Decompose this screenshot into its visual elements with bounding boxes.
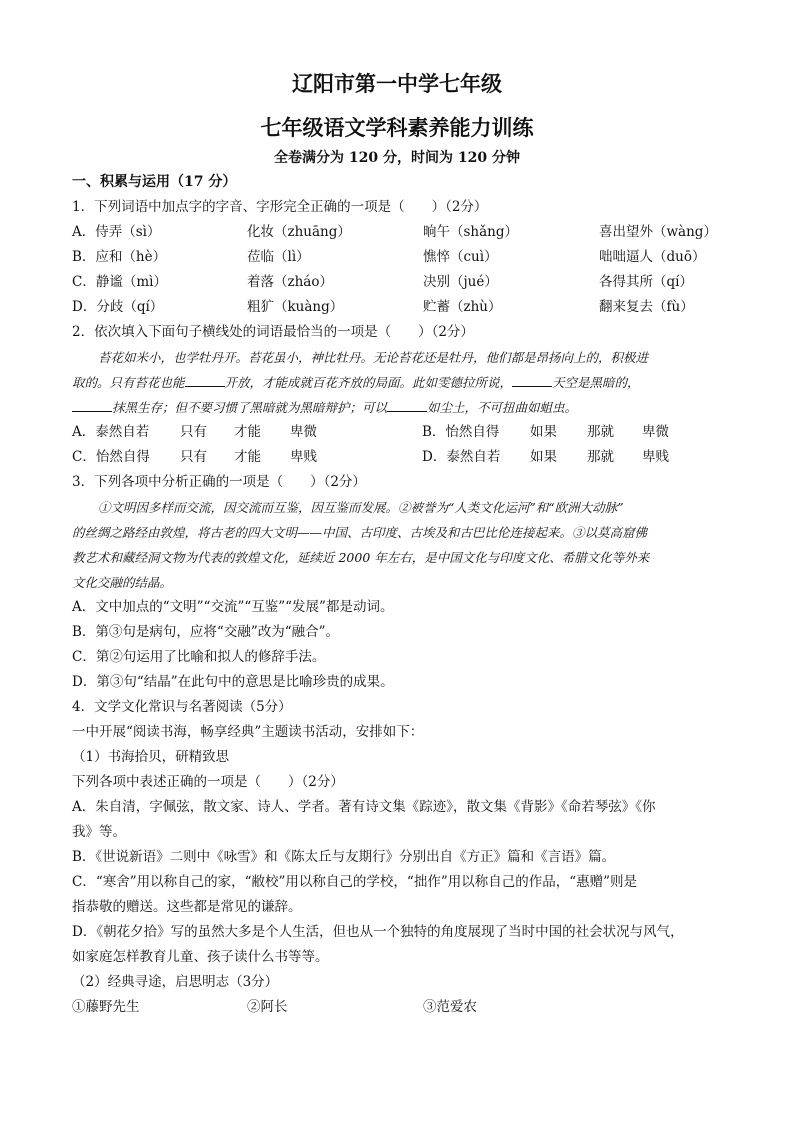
blank-4[interactable] [387, 399, 427, 412]
q2-passage [72, 345, 722, 420]
q2-passage-line-2: 取的。只有苔花也能 开放，才能成就百花齐放的局面。此如雯德拉所说， 天空是黑暗的， [72, 375, 640, 390]
q2-b-4: 卑微 [642, 424, 669, 440]
q2-passage-line-3: 抹黑生存；但不要习惯了黑暗就为黑暗辩护；可以 如尘土，不可扭曲如蛆虫。 [72, 395, 722, 420]
q4-item-1: ①藤野先生 [72, 999, 140, 1015]
q1-d-3: 贮蓄（zhù） [423, 299, 502, 315]
q3-passage-line-4: 文化交融的结晶。 [72, 575, 173, 590]
q4-sub1-stem: 下列各项中表述正确的一项是（ ）（2分） [72, 774, 344, 790]
q1-a-3: 晌午（shǎng） [423, 224, 519, 240]
q1-b-1: B．应和（hè） [72, 249, 167, 265]
section-heading: 一、积累与运用（17 分） [72, 174, 237, 190]
blank-2[interactable] [512, 374, 552, 387]
q1-c-2: 着落（zháo） [247, 274, 333, 290]
score-note: 全卷满分为 120 分，时间为 120 分钟 [274, 150, 520, 166]
q2-passage-line-1: 苔花如米小，也学牡丹开。苔花虽小，神比牡丹。无论苔花还是牡丹，他们都是昂扬向上的，积极进 [98, 350, 649, 365]
q2-a-3: 才能 [234, 424, 261, 440]
q4-item-2: ②阿长 [247, 999, 288, 1015]
q4-option-a-line1: A．朱自清，字佩弦，散文家、诗人、学者。著有诗文集《踪迹》，散文集《背影》《命若琴弦》《你 [72, 799, 656, 815]
blank-3[interactable] [72, 399, 112, 412]
q3-option-d: D．第③句“结晶”在此句中的意思是比喻珍贵的成果。 [72, 674, 394, 690]
question-3-stem: 3．下列各项中分析正确的一项是（ ）（2分） [72, 474, 366, 490]
blank-1[interactable] [185, 374, 225, 387]
q3-option-c: C．第②句运用了比喻和拟人的修辞手法。 [72, 649, 326, 665]
q1-d-1: D．分歧（qí） [72, 299, 164, 315]
q2-c-1: C．怡然自得 [72, 449, 150, 465]
q4-option-c-line2: 指恭敬的赠送。这些都是常见的谦辞。 [72, 899, 302, 915]
q4-sub1-heading: （1）书海拾贝，研精致思 [72, 749, 230, 765]
q3-option-b: B．第③句是病句，应将“交融”改为“融合”。 [72, 624, 340, 640]
q3-passage-line-1: ①文明因多样而交流，因交流而互鉴，因互鉴而发展。②被誉为“人类文化运河”和“欧洲大动脉” [98, 500, 624, 515]
q2-b-1: B．怡然自得 [422, 424, 500, 440]
question-4-stem: 4．文学文化常识与名著阅读（5分） [72, 699, 292, 715]
q4-item-3: ③范爱农 [423, 999, 477, 1015]
q2-c-2: 只有 [180, 449, 207, 465]
q4-sub2-heading: （2）经典寻途，启思明志（3分） [72, 974, 279, 990]
q4-option-b: B．《世说新语》二则中《咏雪》和《陈太丘与友期行》分别出自《方正》篇和《言语》篇。 [72, 849, 616, 865]
q1-c-3: 决别（jué） [423, 274, 498, 290]
q1-a-4: 喜出望外（wàng） [599, 224, 717, 240]
q1-c-1: C．静谧（mì） [72, 274, 167, 290]
q2-a-1: A．泰然自若 [72, 424, 150, 440]
q1-b-4: 咄咄逼人（duō） [599, 249, 706, 265]
q2-b-3: 那就 [587, 424, 614, 440]
q1-c-4: 各得其所（qí） [599, 274, 693, 290]
q3-passage-line-2: 的丝绸之路经由敦煌，将古老的四大文明——中国、古印度、古埃及和古巴比伦连接起来。③以莫高窟佛 [72, 525, 648, 540]
question-1-stem: 1．下列词语中加点字的字音、字形完全正确的一项是（ ）（2分） [72, 199, 488, 215]
q3-passage [72, 495, 722, 595]
q3-option-a: A．文中加点的“文明”“交流”“互鉴”“发展”都是动词。 [72, 599, 394, 615]
q1-a-2: 化妆（zhuāng） [247, 224, 351, 240]
q2-c-4: 卑贱 [290, 449, 317, 465]
q1-a-1: A．侍弄（sì） [72, 224, 161, 240]
q2-d-4: 卑贱 [642, 449, 669, 465]
school-title: 辽阳市第一中学七年级 [292, 71, 502, 96]
q1-b-2: 莅临（lì） [247, 249, 310, 265]
q2-c-3: 才能 [234, 449, 261, 465]
q3-passage-line-3: 教艺术和藏经洞文物为代表的敦煌文化，延续近 2000 年左右，是中国文化与印度文化、希腊文化等外来 [72, 550, 650, 565]
question-2-stem: 2．依次填入下面句子横线处的词语最恰当的一项是（ ）（2分） [72, 324, 474, 340]
q4-intro: 一中开展“阅读书海，畅享经典”主题读书活动，安排如下： [72, 724, 424, 740]
exam-title: 七年级语文学科素养能力训练 [260, 115, 534, 140]
q2-d-1: D．泰然自若 [422, 449, 501, 465]
q1-d-2: 粗犷（kuàng） [247, 299, 344, 315]
q1-d-4: 翻来复去（fù） [599, 299, 694, 315]
q4-option-d-line1: D．《朝花夕拾》写的虽然大多是个人生活，但也从一个独特的角度展现了当时中国的社会状况与风气， [72, 924, 684, 940]
q2-a-4: 卑微 [290, 424, 317, 440]
q2-d-2: 如果 [530, 449, 557, 465]
q2-b-2: 如果 [530, 424, 557, 440]
q4-option-a-line2: 我》等。 [72, 824, 126, 840]
q2-d-3: 那就 [587, 449, 614, 465]
q4-option-d-line2: 如家庭怎样教育儿童、孩子读什么书等等。 [72, 949, 329, 965]
q1-b-3: 憔悴（cuì） [423, 249, 498, 265]
q2-a-2: 只有 [180, 424, 207, 440]
q4-option-c-line1: C．“寒舍”用以称自己的家，“敝校”用以称自己的学校，“拙作”用以称自己的作品，“惠赠”则是 [72, 874, 638, 890]
